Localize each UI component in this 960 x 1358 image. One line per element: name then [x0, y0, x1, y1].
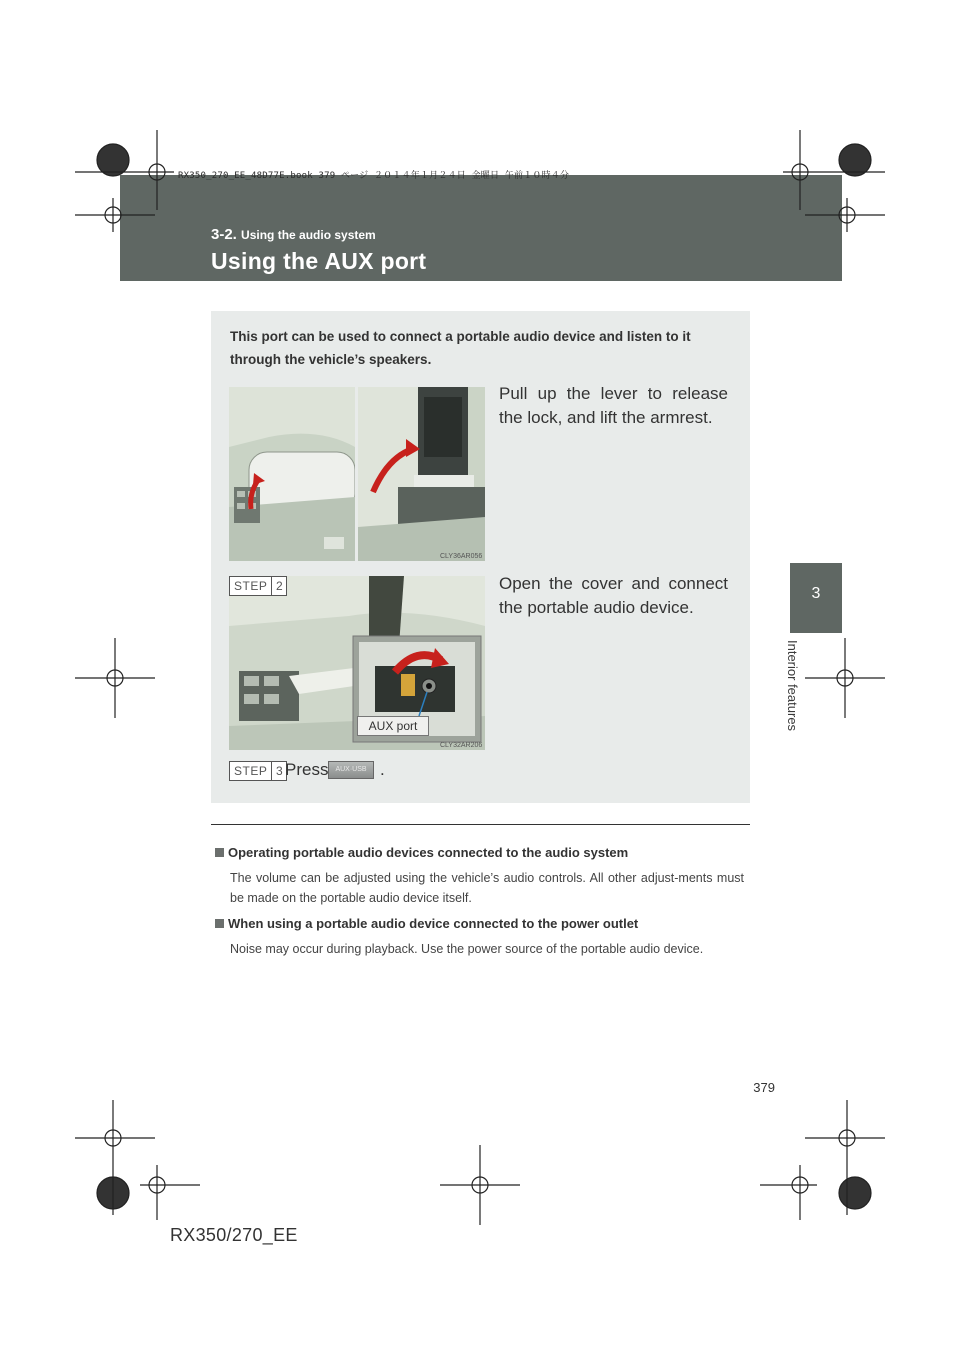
- note-2-heading: When using a portable audio device connected to the power outlet: [215, 916, 638, 931]
- note-2-body: Noise may occur during playback. Use the power source of the portable audio device.: [230, 942, 704, 956]
- aux-usb-button-icon: AUX·USB: [328, 761, 374, 779]
- intro-text: This port can be used to connect a portable audio device and listen to it through the vehicle’s speakers.: [230, 329, 691, 367]
- page-title: Using the AUX port: [211, 248, 427, 274]
- section-name: Using the audio system: [241, 228, 376, 242]
- image-code-2: CLY32AR206: [440, 742, 483, 749]
- aux-port-callout: AUX port: [357, 716, 429, 736]
- note-1-heading: Operating portable audio devices connected to the audio system: [215, 845, 628, 860]
- section-number: 3-2.: [211, 226, 237, 243]
- step-label: STEP: [234, 579, 268, 593]
- page-number: 379: [753, 1080, 775, 1095]
- note-1-body: The volume can be adjusted using the vehicle’s audio controls. All other adjust-ments must be made on the portable audio device itself.: [230, 871, 744, 905]
- step-3-text: Press: [285, 760, 329, 779]
- step-label: STEP: [234, 764, 268, 778]
- step-1-text: Pull up the lever to release the lock, and lift the armrest.: [499, 384, 728, 427]
- print-file-line: RX350_270_EE_48D77E.book 379 ページ ２０１４年１月２４日 金曜日 午前１０時４分: [178, 171, 570, 181]
- image-code-1: CLY36AR056: [440, 553, 483, 560]
- step-2-text: Open the cover and connect the portable audio device.: [499, 574, 728, 617]
- chapter-label-text: Interior features: [785, 640, 800, 732]
- model-code: RX350/270_EE: [170, 1225, 298, 1245]
- step-number: 3: [271, 762, 286, 780]
- chapter-number: 3: [811, 585, 821, 602]
- step-number: 2: [271, 577, 286, 595]
- step-3-period: .: [380, 760, 385, 779]
